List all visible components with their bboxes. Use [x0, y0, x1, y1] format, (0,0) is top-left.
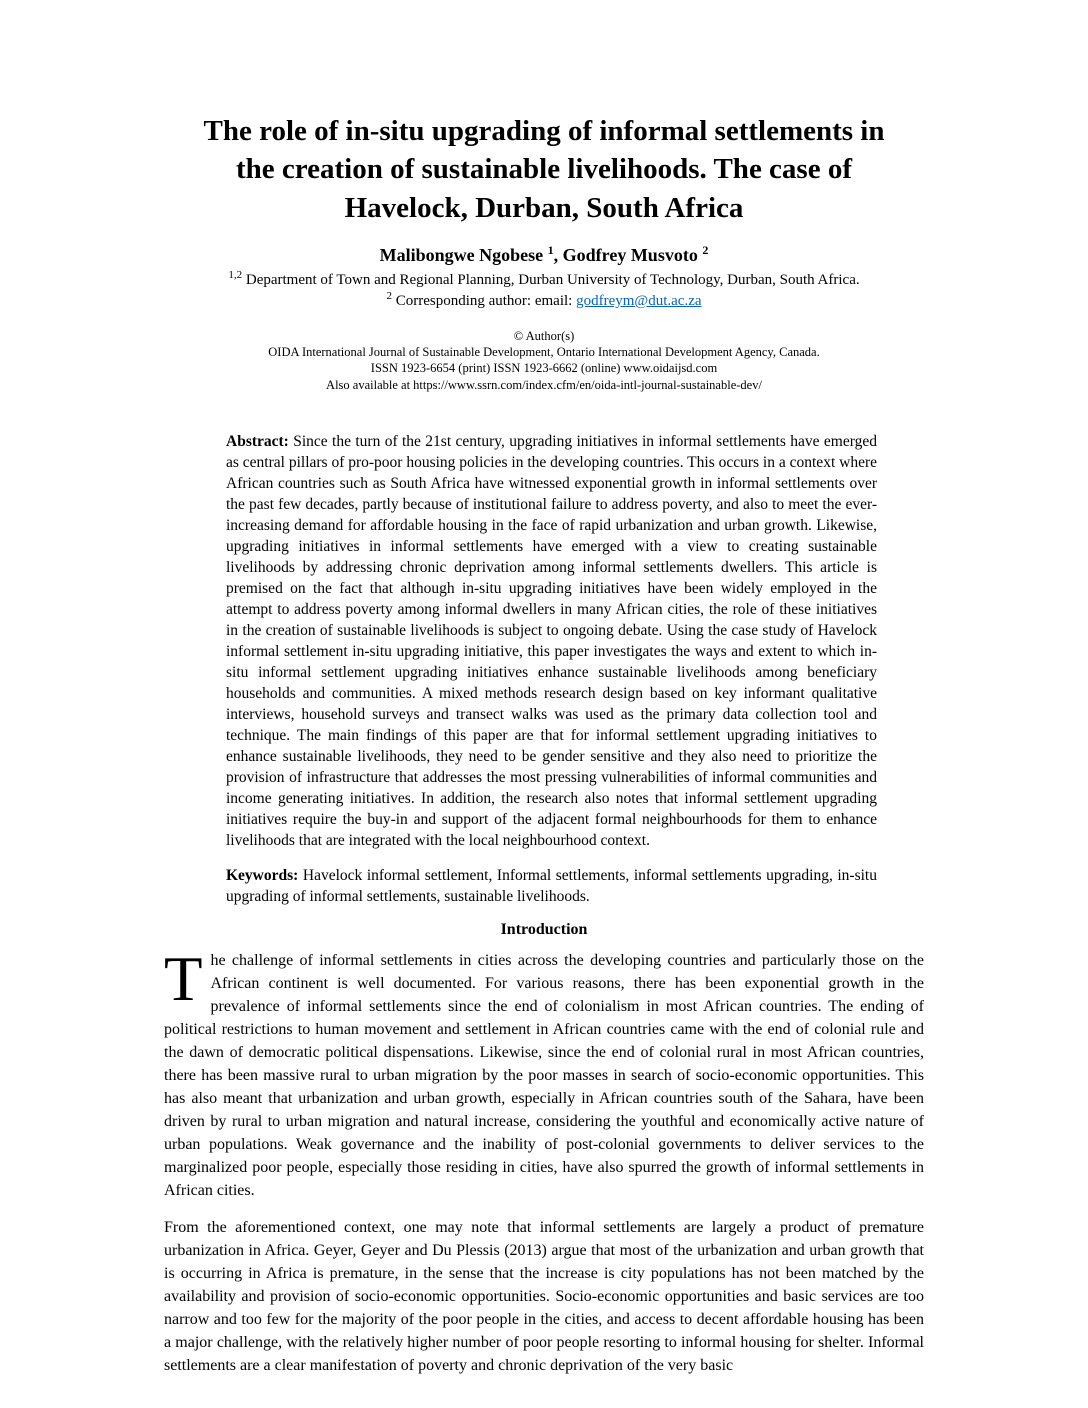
author-2-superscript: 2 [702, 242, 709, 257]
keywords-label: Keywords: [226, 866, 299, 884]
dropcap-letter: T [164, 943, 203, 1014]
introduction-paragraph-2: From the aforementioned context, one may note that informal settlements are largely a product of premature urbanization in Africa. Geyer, Geyer and Du Plessis (2013) argue that most of the urbanization and urban growth that is occurring in Africa is premature, in the sense that the increase is city populations has not been matched by the availability and provision of socio-economic opportunities. Socio-economic opportunities and basic services are too narrow and too few for the majority of the poor people in the cities, and access to decent affordable housing has been a major challenge, with the relatively higher number of poor people resorting to informal housing for shelter. Informal settlements are a clear manifestation of poverty and chronic deprivation of the very basic [164, 1218, 924, 1374]
abstract-label: Abstract: [226, 432, 289, 450]
corresponding-label: Corresponding author: email: [391, 292, 577, 309]
author-2: , Godfrey Musvoto [553, 244, 703, 265]
introduction-paragraph-1-text: he challenge of informal settlements in cities across the developing countries and particularly those on the African continent is well documented. For various reasons, there has been exponential growth in the prevalence of informal settlements since the end of colonialism in most African countries. The ending of political restrictions to human movement and settlement in African countries came with the end of colonial rule and the dawn of democratic political dispensations. Likewise, since the end of colonial rural in most African countries, there has been massive rural to urban migration by the poor masses in search of socio-economic opportunities. This has also meant that urbanization and urban growth, especially in African countries south of the Sahara, have been driven by rural to urban migration and natural increase, considering the youthful and economically active nature of urban populations. Weak governance and the inability of post-colonial governments to deliver services to the marginalized poor people, especially those residing in cities, have also spurred the growth of informal settlements in African cities. [164, 951, 924, 1199]
copyright-line: © Author(s) [513, 328, 575, 343]
corresponding-author-line [164, 290, 924, 310]
abstract-text: Since the turn of the 21st century, upgrading initiatives in informal settlements have emerged as central pillars of pro-poor housing policies in the developing countries. This occurs in a context where African countries such as South Africa have witnessed exponential growth in informal settlements over the past few decades, partly because of institutional failure to address poverty, and also to meet the ever-increasing demand for affordable housing in the face of rapid urbanization and urban growth. Likewise, upgrading initiatives in informal settlements have emerged with a view to creating sustainable livelihoods by addressing chronic deprivation among informal settlements dwellers. This article is premised on the fact that although in-situ upgrading initiatives have been widely employed in the attempt to address poverty among informal dwellers in many African cities, the role of these initiatives in the creation of sustainable livelihoods is subject to ongoing debate. Using the case study of Havelock informal settlement in-situ upgrading initiative, this paper investigates the ways and extent to which in-situ informal settlement upgrading initiatives enhance sustainable livelihoods among beneficiary households and communities. A mixed methods research design based on key informant qualitative interviews, household surveys and transect walks was used as the primary data collection tool and technique. The main findings of this paper are that for informal settlement upgrading initiatives to enhance sustainable livelihoods, they need to be gender sensitive and they also need to prioritize the provision of infrastructure that addresses the most pressing vulnerabilities of informal communities and income generating initiatives. In addition, the research also notes that informal settlement upgrading initiatives require the buy-in and support of the adjacent formal neighbourhoods for them to enhance livelihoods that are integrated with the local neighbourhood context. [226, 432, 877, 849]
affiliation-text: Department of Town and Regional Planning, Durban University of Technology, Durban, South Africa. [242, 271, 860, 288]
introduction-paragraph-1 [164, 943, 924, 1202]
availability-prefix: Also available at [326, 377, 414, 392]
availability-url: https://www.ssrn.com/index.cfm/en/oida-intl-journal-sustainable-dev/ [413, 377, 762, 392]
keywords-paragraph [226, 865, 877, 907]
corresponding-superscript: 2 [386, 289, 392, 302]
introduction-heading: Introduction [500, 920, 588, 938]
journal-name-line: OIDA International Journal of Sustainable Development, Ontario International Development Agency, Canada. [268, 345, 820, 360]
paper-title: The role of in-situ upgrading of informal settlements in the creation of sustainable livelihoods. The case of Havelock, Durban, South Africa [203, 115, 885, 224]
availability-line [164, 377, 924, 393]
affiliation-superscript: 1,2 [228, 268, 243, 281]
keywords-text: Havelock informal settlement, Informal settlements, informal settlements upgrading, in-situ upgrading of informal settlements, sustainable livelihoods. [226, 866, 877, 905]
abstract-paragraph [226, 431, 877, 851]
author-1: Malibongwe Ngobese [379, 244, 548, 265]
paper-page [164, 0, 924, 1377]
journal-imprint [164, 328, 924, 393]
issn-line: ISSN 1923-6654 (print) ISSN 1923-6662 (online) www.oidaijsd.com [370, 361, 718, 376]
corresponding-email-link[interactable]: godfreym@dut.ac.za [576, 292, 702, 309]
affiliation-line [164, 269, 924, 289]
authors-line [164, 243, 924, 266]
author-1-superscript: 1 [547, 242, 554, 257]
